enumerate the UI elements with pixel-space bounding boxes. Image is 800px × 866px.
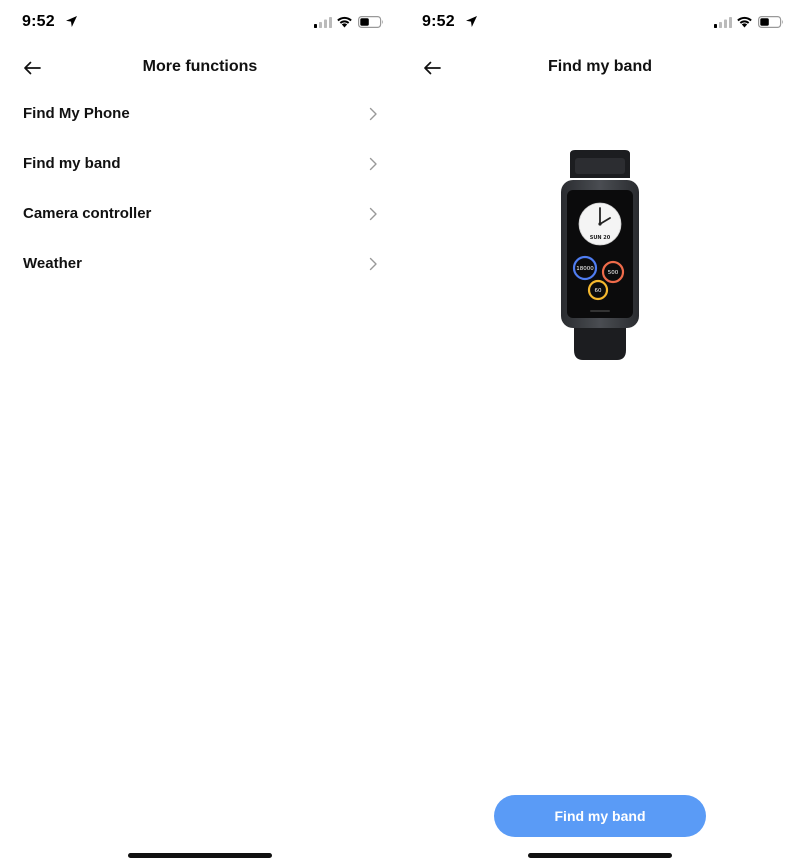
battery-icon [758, 16, 784, 28]
status-bar [400, 0, 800, 46]
menu-item-label: Weather [23, 255, 82, 272]
location-arrow-icon [465, 15, 478, 28]
page-title: Find my band [548, 58, 652, 75]
menu-item-label: Camera controller [23, 205, 152, 222]
status-time: 9:52 [22, 13, 55, 30]
chevron-right-icon [369, 107, 378, 121]
band-minutes: 60 [594, 288, 602, 294]
battery-icon [358, 16, 384, 28]
band-image [557, 150, 643, 360]
band-calories: 500 [607, 270, 619, 276]
signal-icon [314, 17, 332, 28]
page-title: More functions [142, 58, 258, 75]
signal-icon [714, 17, 732, 28]
home-indicator[interactable] [128, 853, 272, 858]
menu-item-label: Find My Phone [23, 105, 130, 122]
find-my-band-button[interactable]: Find my band [494, 795, 706, 837]
header [400, 50, 800, 86]
band-date: SUN 20 [589, 235, 611, 241]
status-time: 9:52 [422, 13, 455, 30]
menu-item-label: Find my band [23, 155, 121, 172]
menu-item-camera-controller[interactable] [0, 189, 400, 239]
menu-item-weather[interactable] [0, 239, 400, 289]
header [0, 50, 400, 86]
menu-item-find-my-band[interactable] [0, 139, 400, 189]
wifi-icon [336, 15, 353, 28]
location-arrow-icon [65, 15, 78, 28]
band-steps: 18000 [576, 266, 594, 272]
chevron-right-icon [369, 207, 378, 221]
functions-list [0, 89, 400, 289]
chevron-right-icon [369, 257, 378, 271]
home-indicator[interactable] [528, 853, 672, 858]
find-my-band-screen [400, 0, 800, 866]
chevron-right-icon [369, 157, 378, 171]
wifi-icon [736, 15, 753, 28]
menu-item-find-my-phone[interactable] [0, 89, 400, 139]
status-bar [0, 0, 400, 46]
